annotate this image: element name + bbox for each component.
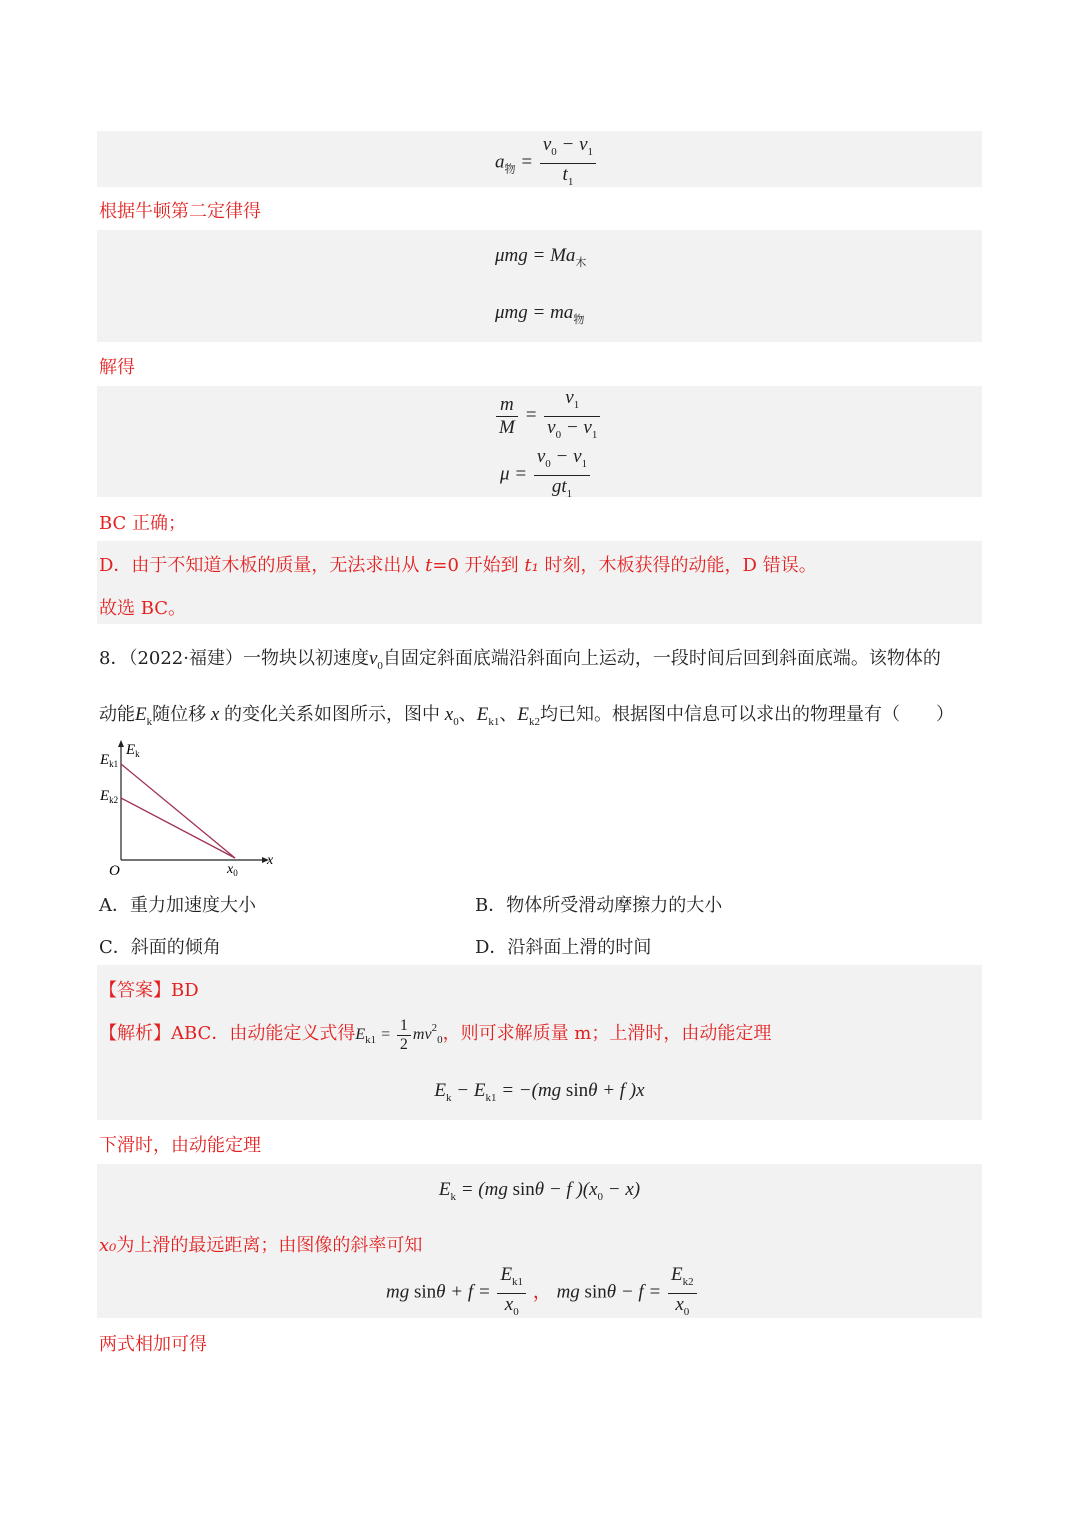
- label-origin: O: [109, 863, 120, 878]
- formula-mu: μ = $\frac{v_0 - v_1}{gt_1}$: [500, 447, 592, 504]
- formula-accel: $a_物$ = $\frac{v_0 - v_1}{t_1}$: [495, 135, 598, 192]
- text-analysis: 【解析】ABC．由动能定义式得$E_{k1}$ = $\frac{1}{2}$ $mv_{20}$，则可求解质量 m；上滑时，由动能定理: [99, 1017, 772, 1053]
- text-solve: 解得: [99, 357, 135, 378]
- text-sum: 两式相加可得: [99, 1334, 207, 1355]
- question-line-1: 8．（2022·福建）一物块以初速度$v_0$自固定斜面底端沿斜面向上运动，一段时间后回到斜面底端。该物体的: [99, 648, 941, 672]
- upward-line: [121, 764, 235, 858]
- formula-slopes: mg sinθ + f = $\frac{E_{k1}}{x_0}$ ， mg sinθ − f = $\frac{E_{k2}}{x_0}$: [386, 1265, 699, 1322]
- text-choose: 故选 BC。: [99, 598, 187, 619]
- label-ek-axis: $E_k$: [126, 742, 140, 759]
- formula-up-slide: $E_k - E_{k1} = -(mg$ sinθ + f )x: [434, 1080, 645, 1104]
- label-x-axis: x: [267, 853, 274, 868]
- option-d[interactable]: D．沿斜面上滑的时间: [475, 937, 652, 958]
- formula-mass-ratio: $\frac{m}{M}$ = $\frac{v_1}{v_0 - v_1}$: [494, 388, 602, 445]
- question-line-2: 动能$E_k$随位移 x 的变化关系如图所示，图中 $x_0$、$E_{k1}$、$E_{k2}$均已知。根据图中信息可以求出的物理量有（ ）: [99, 704, 954, 728]
- option-a[interactable]: A．重力加速度大小: [99, 895, 256, 916]
- label-x0: $x_0$: [227, 862, 238, 878]
- downward-line: [121, 798, 235, 858]
- ek-x-graph: [95, 738, 285, 878]
- y-axis-arrow: [118, 740, 124, 747]
- formula-board: $\mu mg = Ma_木$: [495, 245, 587, 269]
- text-by-newton: 根据牛顿第二定律得: [99, 201, 261, 222]
- text-x0-desc: x₀为上滑的最远距离；由图像的斜率可知: [99, 1235, 423, 1256]
- label-ek1: $E_{k1}$: [100, 752, 119, 769]
- option-c[interactable]: C．斜面的倾角: [99, 937, 221, 958]
- formula-block: $\mu mg = ma_物$: [495, 302, 585, 326]
- label-ek2: $E_{k2}$: [100, 788, 119, 805]
- formula-down-slide: $E_k = (mg$ sinθ − f )$(x_0 - x)$: [438, 1179, 641, 1203]
- text-answer: 【答案】BD: [99, 980, 199, 1001]
- option-b[interactable]: B．物体所受滑动摩擦力的大小: [475, 895, 723, 916]
- text-bc-correct: BC 正确；: [99, 513, 187, 534]
- text-d-wrong: D．由于不知道木板的质量，无法求出从 t=0 开始到 t₁ 时刻，木板获得的动能，D 错误。: [99, 555, 817, 576]
- text-slide-down: 下滑时，由动能定理: [99, 1135, 261, 1156]
